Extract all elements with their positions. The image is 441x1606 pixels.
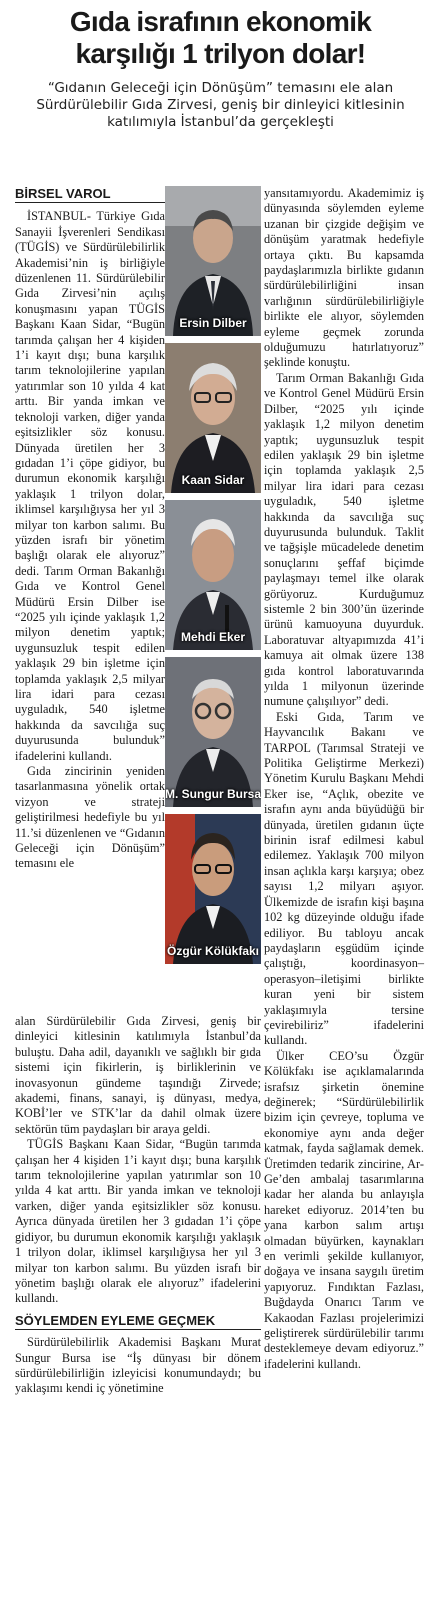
headline-line-2: karşılığı 1 trilyon dolar!	[75, 38, 366, 69]
paragraph: alan Sürdürülebilir Gıda Zirvesi, geniş bir dinleyici kitlesinin katılımıyla İstanbul’da buluştu. Daha adil, dayanıklı ve sağlıklı bir gıda sistemi için fikirlerin, iş birliklerinin ve inovasyonun gündeme taşındığı Zirvede; akademi, finans, sanayi, iş dünyası, medya, KOBİ’ler ve STK’lar da dahil olmak üzere sektörün tüm paydaşları bir araya geldi.	[15, 1014, 261, 1136]
column-left	[15, 186, 165, 872]
paragraph: TÜGİS Başkanı Kaan Sidar, “Bugün tarımda çalışan her 4 kişiden 1’i kayıt dışı; buna karşılık tarım teknolojilerine yapılan yatırımlar son 10 yılda 4 kat arttı. Bir yanda imkan ve teknoloji varken, diğer yanda eşitsizlikler söz konusu. Ayrıca dünyada üretilen her 3 gıdadan 1’i çöpe gidiyor, bu durumun ekonomik karşılığı yaklaşık 1 trilyon dolar, iklimsel karşılığıysa her yıl 3 milyar ton karbon salımı. Bu yüzden israfı bir yönetim başlığı olarak ele alıyoruz” ifadelerini kullandı.	[15, 1137, 261, 1306]
paragraph: Eski Gıda, Tarım ve Hayvancılık Bakanı ve TARPOL (Tarımsal Strateji ve Politika Geliştirme Merkezi) Yönetim Kurulu Başkanı Mehdi Eker ise, “Açlık, obezite ve israfın aynı anda büyüdüğü bir dünyada, üretilen gıdanın üçte birinin israf edilmesi kabul edilemez. Yaklaşık 700 milyon insan açlıkla karşı karşıya; obez sayısı 1,2 milyarı aşıyor. Ülkemizde de israfın kişi başına 102 kg düzeyinde olduğu ifade ediliyor. Bu tabloyu ancak paydaşların eşgüdüm içinde çalıştığı, koordinasyon–operasyon–iletişimi birlikte kuran yeni bir sistem yaklaşımıyla tersine çevirebiliriz” ifadelerini kullandı.	[264, 709, 424, 1048]
portrait-photo-icon	[165, 343, 261, 493]
newspaper-article	[0, 6, 441, 1606]
photo-column	[165, 186, 261, 971]
photo-caption: Kaan Sidar	[181, 473, 245, 487]
photo-mehdi-eker	[165, 500, 261, 650]
portrait-photo-icon	[165, 186, 261, 336]
photo-ozgur-kolukfaki	[165, 814, 261, 964]
photo-sungur-bursa	[165, 657, 261, 807]
subheadline: “Gıdanın Geleceği için Dönüşüm” temasını ele alan Sürdürülebilir Gıda Zirvesi, geniş bir dinleyici kitlesinin katılımıyla İstanbul’da gerçekleşti	[36, 80, 405, 130]
headline-line-1: Gıda israfının ekonomik	[69, 6, 372, 37]
paragraph: Sürdürülebilirlik Akademisi Başkanı Murat Sungur Bursa ise “İş dünyası bir dönem sürdürülebilirliğin izleyicisi konumundaydı; bu yaklaşımı kendi iç yönetimine	[15, 1335, 261, 1396]
lower-left-block	[15, 1014, 261, 1397]
paragraph: yansıtamıyordu. Akademimiz iş dünyasında söylemden eyleme uzanan bir çizgide değişim ve dönüşüm yaratmak hedefiyle ortaya çıktı. Bu kapsamda paydaşlarımızla birlikte gıdanın sürdürülebilirliğini insan varlığının sürdürülebilirliğiyle birlikte ele alıyor, söylemden eyleme geçmek zorunda olduğumuzu hatırlatıyoruz” şeklinde konuştu.	[264, 186, 424, 370]
portrait-photo-icon	[165, 657, 261, 807]
paragraph: Gıda zincirinin yeniden tasarlanmasına yönelik ortak vizyon ve strateji geliştirilmesi hedefiyle bu yıl 11.’si düzenlenen ve “Gıdanın Geleceği için Dönüşüm” temasını ele	[15, 764, 165, 871]
portrait-photo-icon	[165, 500, 261, 650]
portrait-photo-icon	[165, 814, 261, 964]
photo-kaan-sidar	[165, 343, 261, 493]
photo-ersin-dilber	[165, 186, 261, 336]
section-title: SÖYLEMDEN EYLEME GEÇMEK	[15, 1313, 261, 1330]
photo-caption: Mehdi Eker	[180, 630, 246, 644]
column-right	[264, 186, 424, 1372]
byline: BİRSEL VAROL	[15, 186, 165, 203]
headline	[5, 6, 436, 70]
paragraph: Ülker CEO’su Özgür Kölükfakı ise açıklamalarında israfsız şirketin önemine değinerek; “Sürdürülebilirlik bizim için çevreye, topluma ve ekonomiye aynı anda değer katmak, fayda sağlamak demek. Üretimden tedarik zincirine, Ar-Ge’den ambalaj tasarımlarına kadar her alanda bu anlayışla hareket ediyoruz. 2014’ten bu yana karbon salım artışı olmadan büyürken, kaynakları en verimli şekilde kullanıyor, doğaya ve insana saygılı üretim yapıyoruz. Fındıktan Fazlası, Buğdayda Onarıcı Tarım ve Kakaodan Fazlası projelerimizi geliştirerek sürdürülebilir tarımı desteklemeye devam ediyoruz.” ifadelerini kullandı.	[264, 1048, 424, 1371]
paragraph: Tarım Orman Bakanlığı Gıda ve Kontrol Genel Müdürü Ersin Dilber, “2025 yılı içinde yaklaşık 1,2 milyon denetim yaptık; uygunsuzluk tespit edilen yaklaşık 29 bin işletme için toplamda yaklaşık 2,5 milyar lira idari para cezası uyguladık, 540 işletme hakkında da savcılığa suç duyurusunda bulunduk. Taklit ve tağşişle mücadelede denetim sonuçlarını şeffaf biçimde paylaşmayı temel ilke olarak görüyoruz. Kurduğumuz sistemle 2 bin 300’ün üzerinde ürünü kamuoyuna duyurduk. Laboratuvar altyapımızda 41’i kamuya ait olmak üzere 138 gıda kontrol laboratuvarında yılda 1 milyonun üzerinde numune çalışılıyor” dedi.	[264, 370, 424, 709]
photo-caption: Özgür Kölükfakı	[166, 944, 259, 958]
photo-caption: Ersin Dilber	[179, 316, 247, 330]
paragraph: İSTANBUL- Türkiye Gıda Sanayii İşverenleri Sendikası (TÜGİS) ve Sürdürülebilirlik Akademisi’nin iş birliğiyle düzenlenen 11. Sürdürülebilir Gıda Zirvesi’nin açılış konuşmasını yapan TÜGİS Başkanı Kaan Sidar, “Bugün tarımda çalışan her 4 kişiden 1’i kayıt dışı; buna karşılık tarım teknolojilerine yapılan yatırımlar son 10 yılda 4 kat arttı. Bir yanda imkan ve teknoloji varken, diğer yanda eşitsizlikler söz konusu. Dünyada üretilen her 3 gıdadan 1’i çöpe gidiyor, bu durumun ekonomik karşılığı yaklaşık 1 trilyon dolar, iklimsel karşılığıysa her yıl 3 milyar ton karbon salımı. Bu yüzden israfı bir yönetim başlığı olarak ele alıyoruz” dedi. Tarım Orman Bakanlığı Gıda ve Kontrol Genel Müdürü Ersin Dilber ise “2025 yılı içinde yaklaşık 1,2 milyon denetim yaptık; uygunsuzluk tespit edilen yaklaşık 29 bin işletme için toplamda yaklaşık 2,5 milyar lira idari para cezası uyguladık, 540 işletme hakkında da savcılığa suç duyurusunda bulunduk” ifadelerini kullandı.	[15, 209, 165, 763]
photo-caption: M. Sungur Bursa	[165, 787, 261, 801]
